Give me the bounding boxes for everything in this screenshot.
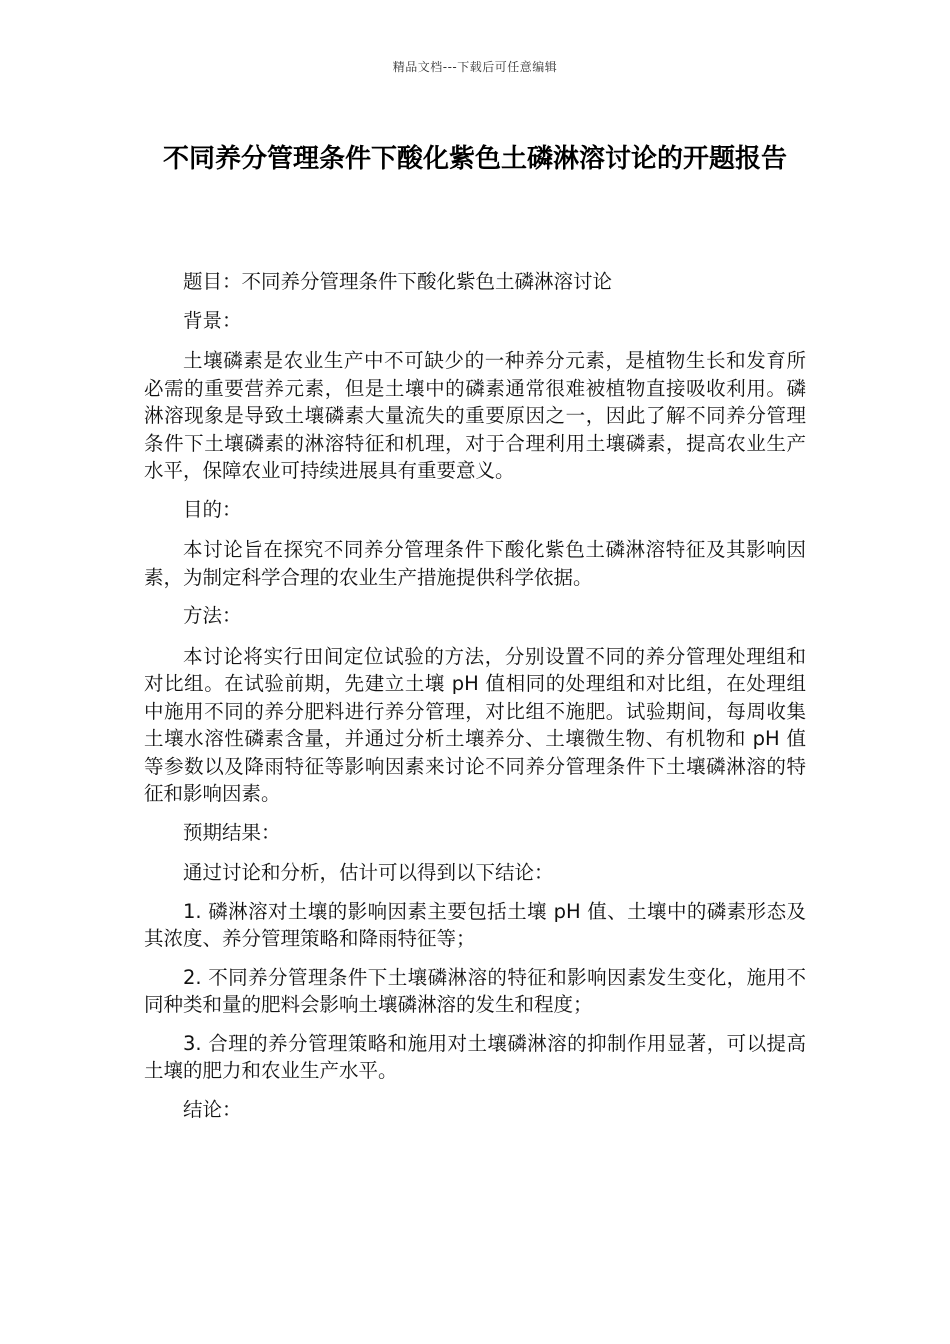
result-item-2: 2. 不同养分管理条件下土壤磷淋溶的特征和影响因素发生变化，施用不同种类和量的肥料会影响土壤磷淋溶的发生和程度；	[144, 965, 806, 1016]
background-paragraph: 土壤磷素是农业生产中不可缺少的一种养分元素，是植物生长和发育所必需的重要营养元素，但是土壤中的磷素通常很难被植物直接吸收利用。磷淋溶现象是导致土壤磷素大量流失的重要原因之一，因此了解不同养分管理条件下土壤磷素的淋溶特征和机理，对于合理利用土壤磷素，提高农业生产水平，保障农业可持续进展具有重要意义。	[144, 349, 806, 482]
document-title: 不同养分管理条件下酸化紫色土磷淋溶讨论的开题报告	[162, 144, 787, 174]
purpose-paragraph: 本讨论旨在探究不同养分管理条件下酸化紫色土磷淋溶特征及其影响因素，为制定科学合理的农业生产措施提供科学依据。	[144, 538, 806, 589]
expected-results-heading: 预期结果：	[183, 820, 281, 844]
result-item-1: 1. 磷淋溶对土壤的影响因素主要包括土壤 pH 值、土壤中的磷素形态及其浓度、养分管理策略和降雨特征等；	[144, 899, 806, 950]
topic-line: 题目：不同养分管理条件下酸化紫色土磷淋溶讨论	[183, 270, 613, 293]
method-heading: 方法：	[183, 604, 242, 627]
result-item-3: 3. 合理的养分管理策略和施用对土壤磷淋溶的抑制作用显著，可以提高土壤的肥力和农业生产水平。	[144, 1031, 806, 1082]
purpose-heading: 目的：	[183, 497, 242, 521]
method-paragraph: 本讨论将实行田间定位试验的方法，分别设置不同的养分管理处理组和对比组。在试验前期，先建立土壤 pH 值相同的处理组和对比组，在处理组中施用不同的养分肥料进行养分管理，对比组不施肥。试验期间，每周收集土壤水溶性磷素含量，并通过分析土壤养分、土壤微生物、有机物和 pH 值等参数以及降雨特征等影响因素来讨论不同养分管理条件下土壤磷淋溶的特征和影响因素。	[144, 644, 806, 805]
document-body	[144, 268, 806, 1136]
expected-results-intro: 通过讨论和分析，估计可以得到以下结论：	[183, 861, 554, 884]
page-header-note: 精品文档---下载后可任意编辑	[392, 60, 558, 74]
conclusion-heading: 结论：	[183, 1097, 242, 1121]
background-heading: 背景：	[183, 308, 242, 332]
